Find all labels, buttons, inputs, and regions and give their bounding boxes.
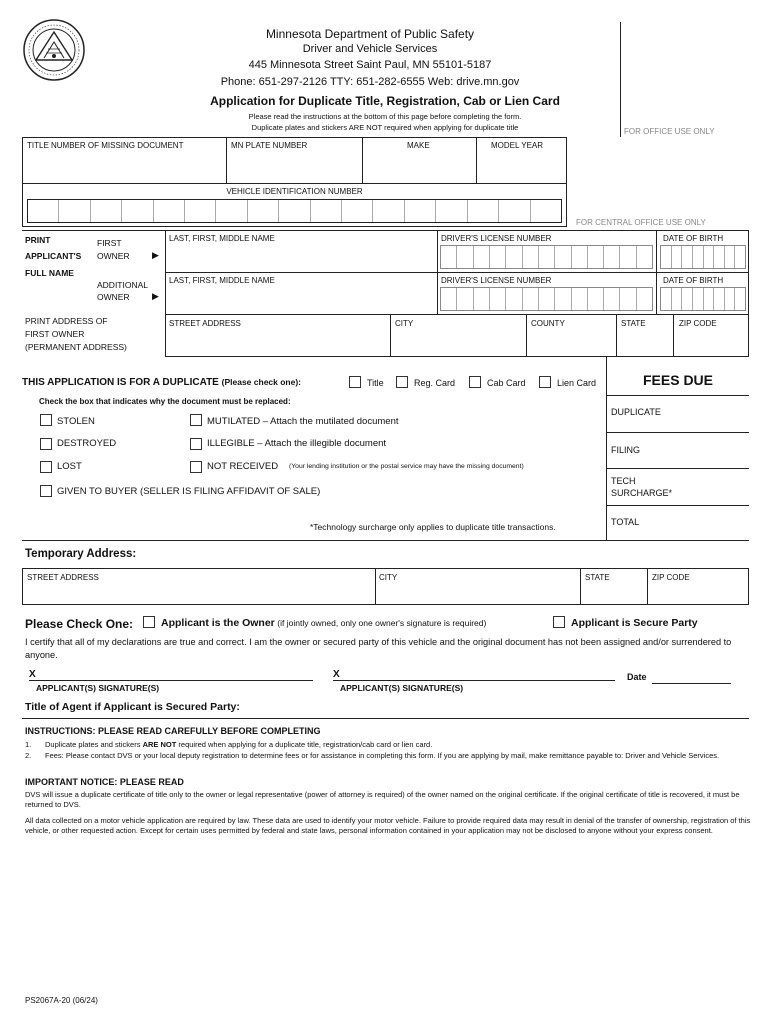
fee-total-label: TOTAL [611,517,640,527]
owner-zip-label: ZIP CODE [679,319,717,328]
temp-street-label: STREET ADDRESS [27,573,99,582]
applicant-owner-note: (if jointly owned, only one owner's signature is required) [277,618,487,628]
duplicate-heading [22,377,301,388]
fee-filing-label: FILING [611,445,641,455]
date-input[interactable] [652,670,731,684]
owner2-label: OWNER [97,292,130,302]
seal-icon [22,18,86,82]
first-owner-dob-label: DATE OF BIRTH [663,234,724,243]
temp-city-label: CITY [379,573,398,582]
owner-county-input[interactable] [528,330,614,355]
cab-card-checkbox[interactable] [469,376,481,388]
certification-text: I certify that all of my declarations are true and correct. I am the owner or secured party of this vehicle and the original document has not been assigned and/or surrendered to anyone. [25,637,732,660]
lost-checkbox[interactable] [40,461,52,473]
illegible-label: ILLEGIBLE – Attach the illegible document [207,438,387,449]
additional-owner-dob-label: DATE OF BIRTH [663,276,724,285]
address-label-2: FIRST OWNER [25,329,85,339]
notice-heading: IMPORTANT NOTICE: PLEASE READ [25,777,184,787]
surcharge-note: *Technology surcharge only applies to duplicate title transactions. [310,522,556,532]
not-received-checkbox[interactable] [190,461,202,473]
plates-note: Duplicate plates and stickers ARE NOT required when applying for duplicate title [251,123,519,132]
stolen-label: STOLEN [57,416,95,427]
instruction-1-a: Duplicate plates and stickers [45,740,143,749]
fee-duplicate-label: DUPLICATE [611,407,661,417]
form-title: Application for Duplicate Title, Registration, Cab or Lien Card [210,94,560,108]
first-owner-name-input[interactable] [167,245,435,271]
full-name-label: FULL NAME [25,268,74,278]
model-year-input[interactable] [478,152,565,182]
fee-tech-label: TECH [611,476,636,486]
destroyed-label: DESTROYED [57,438,117,449]
owner-county-label: COUNTY [531,319,565,328]
instruction-1-b: ARE NOT [142,740,177,749]
signature-label-2: APPLICANT(S) SIGNATURE(S) [340,683,464,693]
check-one-text: (Please check one): [221,377,302,387]
not-received-label: NOT RECEIVED [207,461,279,472]
owner-state-label: STATE [621,319,646,328]
additional-owner-dl-input[interactable] [440,287,653,311]
owner-street-input[interactable] [167,330,388,355]
fee-duplicate-input[interactable] [608,400,748,430]
agent-title-label: Title of Agent if Applicant is Secured Party: [25,701,240,713]
vin-input[interactable] [27,199,562,223]
mutilated-label: MUTILATED – Attach the mutilated document [207,416,399,427]
plate-label: MN PLATE NUMBER [231,141,308,150]
not-received-note: (Your lending institution or the postal service may have the missing document) [289,463,524,470]
address-label-1: PRINT ADDRESS OF [25,316,108,326]
owner-city-input[interactable] [392,330,524,355]
address-label-3: (PERMANENT ADDRESS) [25,342,127,352]
reg-card-option-label: Reg. Card [414,378,456,388]
division-name: Driver and Vehicle Services [302,43,438,55]
title-number-label: TITLE NUMBER OF MISSING DOCUMENT [27,141,184,150]
illegible-checkbox[interactable] [190,438,202,450]
first-label: FIRST [97,238,122,248]
cab-card-option-label: Cab Card [487,378,526,388]
title-option-label: Title [367,378,384,388]
lien-card-checkbox[interactable] [539,376,551,388]
agency-address: 445 Minnesota Street Saint Paul, MN 55101-5187 [248,59,492,71]
stolen-checkbox[interactable] [40,414,52,426]
temp-zip-label: ZIP CODE [652,573,690,582]
central-office-use-label: FOR CENTRAL OFFICE USE ONLY [576,218,706,227]
additional-label: ADDITIONAL [97,280,149,290]
temp-zip-input[interactable] [649,584,747,603]
instructions-heading: INSTRUCTIONS: PLEASE READ CAREFULLY BEFORE COMPLETING [25,726,321,736]
given-to-buyer-label: GIVEN TO BUYER (SELLER IS FILING AFFIDAVIT OF SALE) [57,486,321,497]
fee-total-input[interactable] [608,508,748,538]
agent-title-input[interactable] [260,699,749,714]
temporary-address-heading: Temporary Address: [25,548,137,560]
agency-name: Minnesota Department of Public Safety [265,27,475,41]
signature-x-2: X [333,669,340,680]
secure-party-label: Applicant is Secure Party [571,617,698,629]
owner-label: OWNER [97,251,130,261]
state-seal [22,18,86,82]
first-owner-dl-input[interactable] [440,245,653,269]
temp-street-input[interactable] [24,584,373,603]
fee-surcharge-label: SURCHARGE* [611,488,673,498]
notice-paragraph-1: DVS will issue a duplicate certificate of title only to the owner or legal representative (power of attorney is required) of the owner named on the original certificate. If the original certificate of title is recovered, it must be returned to DVS. [25,790,740,809]
signature-x-1: X [29,669,36,680]
instruction-1 [45,740,432,749]
agency-contact: Phone: 651-297-2126 TTY: 651-282-6555 Web: drive.mn.gov [220,76,520,88]
signature-line-2[interactable] [333,666,615,681]
temp-city-input[interactable] [377,584,578,603]
owner-state-input[interactable] [618,330,671,355]
lien-card-option-label: Lien Card [557,378,597,388]
mutilated-checkbox[interactable] [190,414,202,426]
owner-city-label: CITY [395,319,414,328]
title-number-input[interactable] [24,152,224,182]
reg-card-checkbox[interactable] [396,376,408,388]
please-check-one: Please Check One: [25,617,134,631]
additional-owner-dl-label: DRIVER'S LICENSE NUMBER [441,276,552,285]
owner-zip-input[interactable] [675,330,747,355]
instruction-1-number: 1. [25,740,32,749]
fee-tech-input[interactable] [608,471,748,501]
vin-label: VEHICLE IDENTIFICATION NUMBER [226,187,363,196]
title-checkbox[interactable] [349,376,361,388]
reason-heading: Check the box that indicates why the document must be replaced: [39,397,291,406]
date-label: Date [627,672,647,682]
office-use-label: FOR OFFICE USE ONLY [624,127,715,136]
temp-state-input[interactable] [582,584,645,603]
lost-label: LOST [57,461,82,472]
plate-input[interactable] [228,152,360,182]
instruction-2: Fees: Please contact DVS or your local deputy registration to determine fees or for assistance in completing this form. If you are applying by mail, make remittance payable to: Driver and Vehicle Services. [45,751,720,760]
signature-line-1[interactable] [29,666,313,681]
destroyed-checkbox[interactable] [40,438,52,450]
make-input[interactable] [364,152,474,182]
signature-label-1: APPLICANT(S) SIGNATURE(S) [36,683,160,693]
additional-owner-name-input[interactable] [167,287,435,313]
given-to-buyer-checkbox[interactable] [40,485,52,497]
notice-paragraph-2: All data collected on a motor vehicle application are required by law. These data are used to identify your motor vehicle. Failure to provide required data may result in denial of the transfer of ownership, registration of this vehicle, or other requested action. Except for certain uses permitted by federal and state laws, personal information contained in your application may not be disclosed to anyone without your express consent. [25,816,751,835]
fee-filing-input[interactable] [608,435,748,465]
secure-party-checkbox[interactable] [553,616,565,628]
instruction-2-number: 2. [25,751,32,760]
first-owner-name-label: LAST, FIRST, MIDDLE NAME [169,234,275,243]
applicants-label: APPLICANT'S [25,251,82,261]
applicant-owner-label: Applicant is the Owner [161,617,275,629]
print-label: PRINT [25,235,51,245]
applicant-owner-checkbox[interactable] [143,616,155,628]
fees-heading: FEES DUE [642,372,713,388]
first-owner-dob-input[interactable] [660,245,746,269]
read-instructions-note: Please read the instructions at the bottom of this page before completing the form. [248,112,522,121]
make-label: MAKE [407,141,430,150]
model-year-label: MODEL YEAR [491,141,544,150]
owner-street-label: STREET ADDRESS [169,319,241,328]
form-id: PS2067A-20 (06/24) [25,996,98,1005]
arrow-right-icon: ▶ [152,250,159,260]
temp-state-label: STATE [585,573,610,582]
first-owner-dl-label: DRIVER'S LICENSE NUMBER [441,234,552,243]
additional-owner-name-label: LAST, FIRST, MIDDLE NAME [169,276,275,285]
additional-owner-dob-input[interactable] [660,287,746,311]
arrow-right-icon: ▶ [152,291,159,301]
instruction-1-c: required when applying for a duplicate title, registration/cab card or lien card. [176,740,433,749]
applicant-owner-text [161,617,486,629]
duplicate-heading-text: THIS APPLICATION IS FOR A DUPLICATE [22,377,219,388]
